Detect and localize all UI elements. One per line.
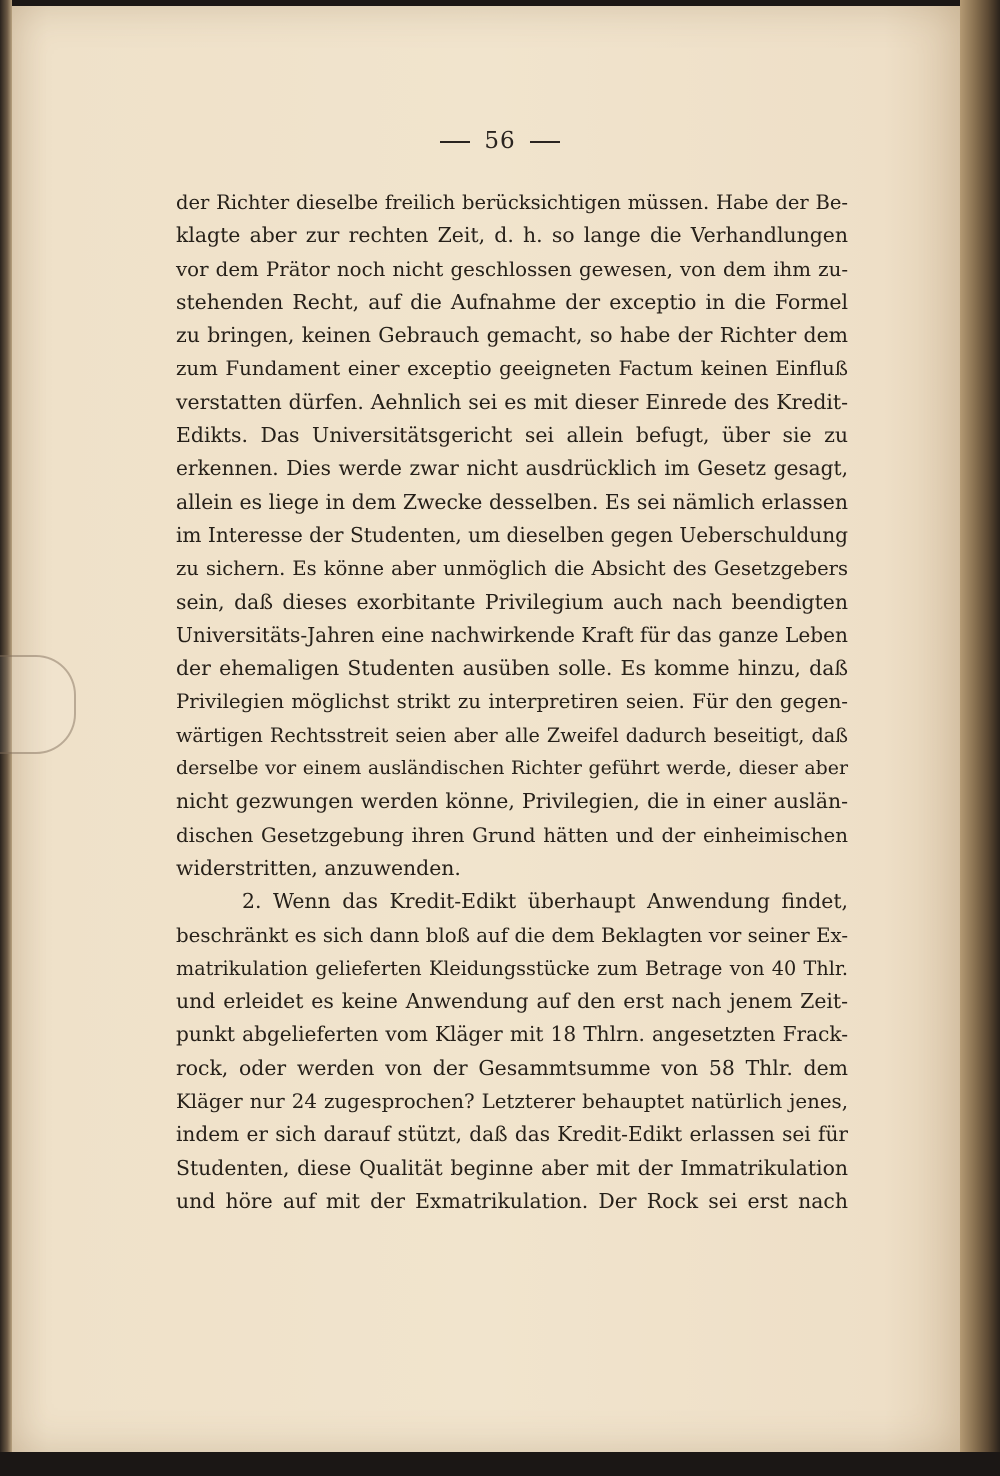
text-line: sein, daß dieses exorbitante Privilegium auch nach beendigten <box>176 589 848 614</box>
text-line: Studenten, diese Qualität beginne aber mit der Immatrikulation <box>176 1155 848 1180</box>
text-line: Edikts. Das Universitätsgericht sei allein befugt, über sie zu <box>176 423 848 448</box>
text-line: zu bringen, keinen Gebrauch gemacht, so habe der Richter dem <box>176 323 848 348</box>
page-clip-mark <box>0 655 76 754</box>
text-line: wärtigen Rechtsstreit seien aber alle Zweifel dadurch beseitigt, daß <box>176 723 848 747</box>
body-text <box>176 186 848 1218</box>
text-line: zu sichern. Es könne aber unmöglich die Absicht des Gesetzgebers <box>176 557 848 581</box>
text-line: und höre auf mit der Exmatrikulation. Der Rock sei erst nach <box>176 1188 848 1213</box>
text-line: stehenden Recht, auf die Aufnahme der exceptio in die Formel <box>176 289 848 314</box>
text-line: Kläger nur 24 zugesprochen? Letzterer behauptet natürlich jenes, <box>176 1090 848 1114</box>
text-line: punkt abgelieferten vom Kläger mit 18 Thlrn. angesetzten Frack- <box>176 1022 848 1047</box>
text-line: widerstritten, anzuwenden. <box>176 855 461 880</box>
text-line: matrikulation gelieferten Kleidungsstücke zum Betrage von 40 Thlr. <box>176 956 848 980</box>
text-line: dischen Gesetzgebung ihren Grund hätten und der einheimischen <box>176 823 848 847</box>
text-line: im Interesse der Studenten, um dieselben gegen Ueberschuldung <box>176 522 848 547</box>
scan-background <box>0 1452 1000 1476</box>
text-line: und erleidet es keine Anwendung auf den erst nach jenem Zeit- <box>176 989 848 1014</box>
text-line: der Richter dieselbe freilich berücksichtigen müssen. Habe der Be- <box>176 191 848 214</box>
header-dash-left <box>440 141 470 143</box>
text-line: erkennen. Dies werde zwar nicht ausdrücklich im Gesetz gesagt, <box>176 456 848 481</box>
text-line: indem er sich darauf stützt, daß das Kredit-Edikt erlassen sei für <box>176 1122 848 1147</box>
text-line: allein es liege in dem Zwecke desselben. Es sei nämlich erlassen <box>176 489 848 514</box>
text-line: rock, oder werden von der Gesammtsumme von 58 Thlr. dem <box>176 1055 848 1080</box>
page-stack-edge <box>960 0 1000 1452</box>
text-line: Universitäts-Jahren eine nachwirkende Kraft für das ganze Leben <box>176 622 848 647</box>
page-number: 56 <box>484 128 516 154</box>
text-line: zum Fundament einer exceptio geeigneten Factum keinen Einfluß <box>176 357 848 381</box>
text-line: derselbe vor einem ausländischen Richter geführt werde, dieser aber <box>176 757 848 780</box>
text-line: 2. Wenn das Kredit-Edikt überhaupt Anwendung findet, <box>242 889 848 914</box>
text-line: beschränkt es sich dann bloß auf die dem Beklagten vor seiner Ex- <box>176 923 848 947</box>
text-line: vor dem Prätor noch nicht geschlossen gewesen, von dem ihm zu- <box>176 257 848 281</box>
text-line: Privilegien möglichst strikt zu interpretiren seien. Für den gegen- <box>176 690 848 714</box>
page-header <box>0 128 1000 154</box>
text-line: der ehemaligen Studenten ausüben solle. Es komme hinzu, daß <box>176 656 848 681</box>
text-line: nicht gezwungen werden könne, Privilegien, die in einer auslän- <box>176 789 848 814</box>
header-dash-right <box>530 141 560 143</box>
text-line: verstatten dürfen. Aehnlich sei es mit dieser Einrede des Kredit- <box>176 389 848 414</box>
text-line: klagte aber zur rechten Zeit, d. h. so lange die Verhandlungen <box>176 223 848 248</box>
